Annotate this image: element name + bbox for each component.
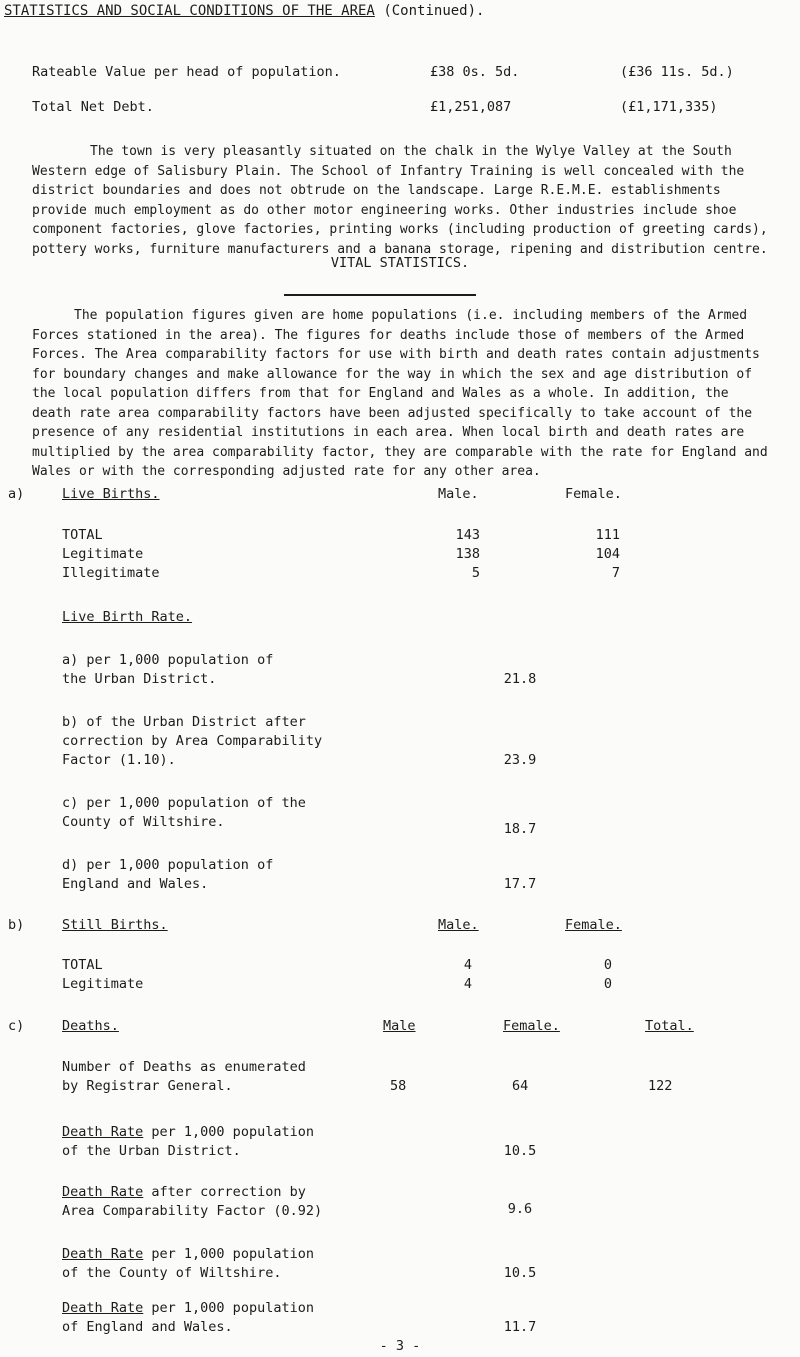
still-births-row-label: TOTAL	[62, 957, 103, 973]
death-rate-2-line1	[62, 1183, 306, 1202]
birth-rate-b-line1: b) of the Urban District after	[62, 714, 306, 730]
birth-rate-a-line1: a) per 1,000 population of	[62, 652, 274, 668]
live-birth-rate-heading: Live Birth Rate.	[62, 609, 193, 625]
death-rate-label-rest: per 1,000 population	[143, 1300, 314, 1316]
birth-rate-a-value: 21.8	[503, 671, 537, 687]
death-rate-label: Death Rate	[62, 1124, 144, 1140]
still-births-heading: Still Births.	[62, 917, 168, 933]
live-births-row-male: 138	[455, 546, 480, 562]
deaths-number-male: 58	[390, 1078, 407, 1094]
death-rate-3-value: 10.5	[503, 1265, 537, 1281]
death-rate-label: Death Rate	[62, 1300, 144, 1316]
still-births-row-label: Legitimate	[62, 976, 144, 992]
section-letter-c: c)	[8, 1018, 25, 1034]
still-births-row-male: 4	[463, 976, 472, 992]
net-debt-label: Total Net Debt.	[32, 99, 154, 115]
death-rate-4-value: 11.7	[503, 1319, 537, 1335]
death-rate-label-rest: per 1,000 population	[143, 1124, 314, 1140]
deaths-number-total: 122	[648, 1078, 673, 1094]
still-births-row-female: 0	[603, 957, 612, 973]
live-births-row-label: TOTAL	[62, 527, 103, 543]
death-rate-label-rest: after correction by	[143, 1184, 306, 1200]
live-births-row-female: 104	[595, 546, 620, 562]
death-rate-label: Death Rate	[62, 1246, 144, 1262]
heading-rule	[284, 294, 476, 296]
section-letter-a: a)	[8, 486, 25, 502]
death-rate-4-line1	[62, 1299, 314, 1318]
death-rate-2-line2: Area Comparability Factor (0.92)	[62, 1203, 323, 1219]
live-births-heading: Live Births.	[62, 486, 160, 502]
net-debt-value: £1,251,087	[430, 99, 512, 115]
live-births-row-female: 111	[595, 527, 620, 543]
deaths-col-total: Total.	[645, 1018, 694, 1034]
birth-rate-b-value: 23.9	[503, 752, 537, 768]
death-rate-2-value: 9.6	[507, 1201, 533, 1217]
birth-rate-c-line2: County of Wiltshire.	[62, 814, 225, 830]
deaths-number-line2: by Registrar General.	[62, 1078, 233, 1094]
death-rate-label-rest: per 1,000 population	[143, 1246, 314, 1262]
birth-rate-c-value: 18.7	[503, 821, 537, 837]
still-births-row-male: 4	[463, 957, 472, 973]
net-debt-previous: (£1,171,335)	[620, 99, 718, 115]
live-births-col-male: Male.	[438, 486, 479, 502]
live-births-row-male: 143	[455, 527, 480, 543]
birth-rate-d-value: 17.7	[503, 876, 537, 892]
death-rate-4-line2: of England and Wales.	[62, 1319, 233, 1335]
deaths-col-male: Male	[383, 1018, 416, 1034]
section-heading-vital-statistics: VITAL STATISTICS.	[330, 255, 470, 271]
still-births-col-female: Female.	[565, 917, 622, 933]
live-births-row-male: 5	[471, 565, 480, 581]
birth-rate-d-line1: d) per 1,000 population of	[62, 857, 274, 873]
live-births-col-female: Female.	[565, 486, 622, 502]
page-number: - 3 -	[379, 1338, 421, 1354]
birth-rate-b-line3: Factor (1.10).	[62, 752, 176, 768]
vital-statistics-paragraph: The population figures given are home populations (i.e. including members of the Armed Forces stationed in the area). The figures for deaths include those of members of the Armed Forces. The Area comparability factors for use with birth and death rates contain adjustments for boundary changes and make allowance for the way in which the sex and age distribution of the local population differs from that for England and Wales as a whole. In addition, the death rate area comparability factors have been adjusted specifically to take account of the presence of any residential institutions in each area. When local birth and death rates are multiplied by the area comparability factor, they are comparable with the rate for England and Wales or with the corresponding adjusted rate for any other area.	[32, 308, 768, 479]
birth-rate-c-line1: c) per 1,000 population of the	[62, 795, 306, 811]
still-births-col-male: Male.	[438, 917, 479, 933]
death-rate-3-line2: of the County of Wiltshire.	[62, 1265, 282, 1281]
live-births-row-female: 7	[611, 565, 620, 581]
rateable-value: £38 0s. 5d.	[430, 64, 520, 80]
deaths-col-female: Female.	[503, 1018, 560, 1034]
rateable-value-previous: (£36 11s. 5d.)	[620, 64, 734, 80]
live-births-row-label: Illegitimate	[62, 565, 160, 581]
section-letter-b: b)	[8, 917, 25, 933]
death-rate-label: Death Rate	[62, 1184, 144, 1200]
page-title-main: STATISTICS AND SOCIAL CONDITIONS OF THE AREA	[4, 3, 375, 19]
death-rate-3-line1	[62, 1245, 314, 1264]
deaths-heading: Deaths.	[62, 1018, 119, 1034]
live-births-row-label: Legitimate	[62, 546, 144, 562]
intro-paragraph: The town is very pleasantly situated on the chalk in the Wylye Valley at the South Western edge of Salisbury Plain. The School of Infantry Training is well concealed with the district boundaries and does not obtrude on the landscape. Large R.E.M.E. establishments provide much employment as do other motor engineering works. Other industries include shoe component factories, glove factories, printing works (including production of greeting cards), pottery works, furniture manufacturers and a banana storage, ripening and distribution centre.	[32, 144, 768, 257]
death-rate-1-line2: of the Urban District.	[62, 1143, 241, 1159]
still-births-row-female: 0	[603, 976, 612, 992]
deaths-number-line1: Number of Deaths as enumerated	[62, 1059, 306, 1075]
page-title-suffix: (Continued).	[383, 3, 485, 19]
page-title	[4, 2, 484, 21]
birth-rate-a-line2: the Urban District.	[62, 671, 217, 687]
deaths-number-female: 64	[512, 1078, 529, 1094]
birth-rate-b-line2: correction by Area Comparability	[62, 733, 323, 749]
death-rate-1-value: 10.5	[503, 1143, 537, 1159]
rateable-value-label: Rateable Value per head of population.	[32, 64, 341, 80]
birth-rate-d-line2: England and Wales.	[62, 876, 209, 892]
death-rate-1-line1	[62, 1123, 314, 1142]
